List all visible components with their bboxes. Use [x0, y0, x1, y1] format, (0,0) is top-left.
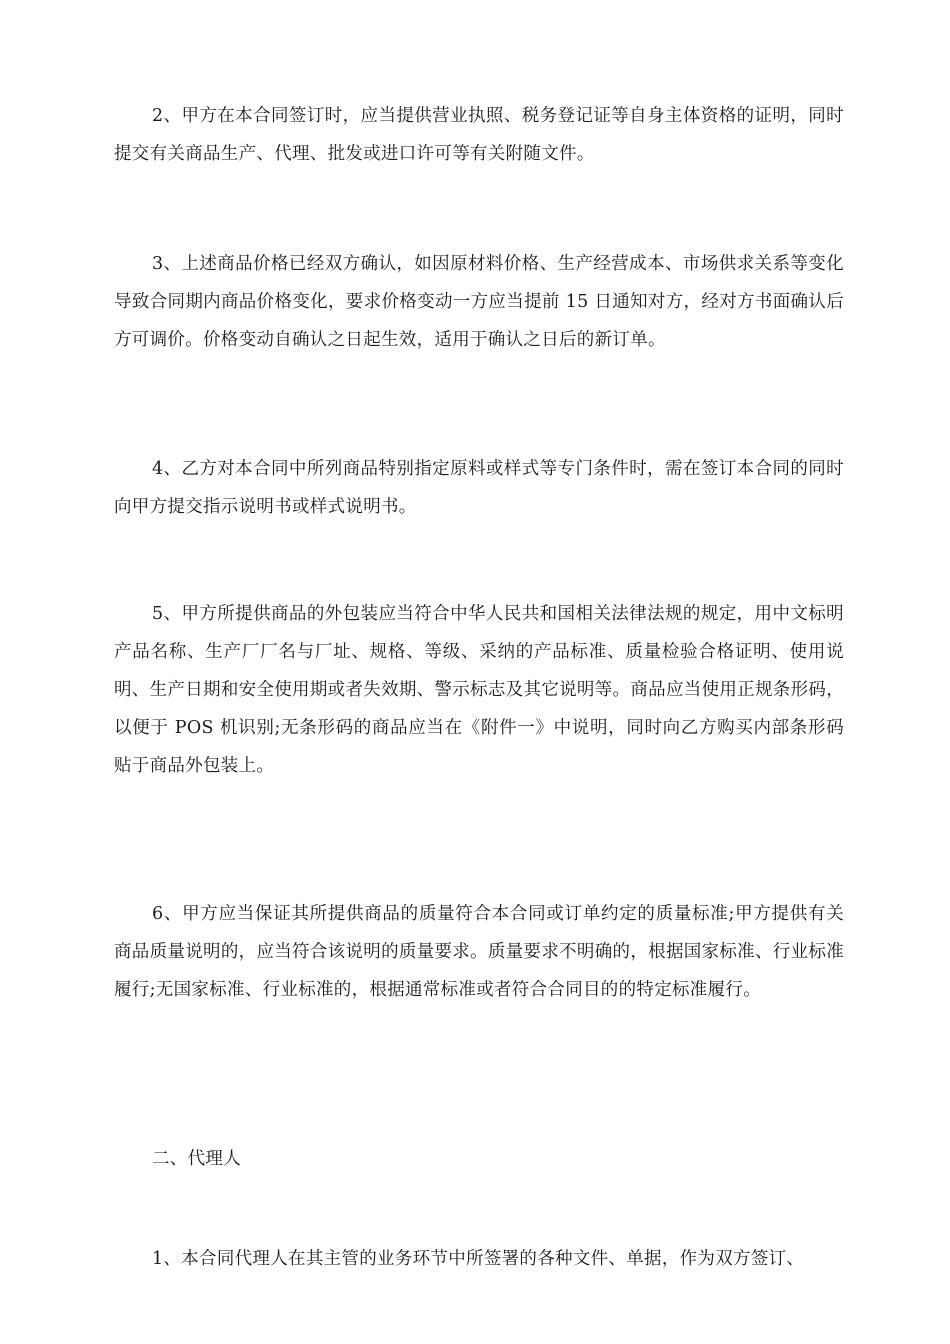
section-heading-agent: 二、代理人	[152, 1149, 241, 1169]
clause-4-paragraph: 4、乙方对本合同中所列商品特别指定原料或样式等专门条件时，需在签订本合同的同时向甲方提交指示说明书或样式说明书。	[114, 459, 844, 517]
agent-clause-1-paragraph: 1、本合同代理人在其主管的业务环节中所签署的各种文件、单据，作为双方签订、	[152, 1249, 805, 1269]
clause-5-paragraph: 5、甲方所提供商品的外包装应当符合中华人民共和国相关法律法规的规定，用中文标明产品名称、生产厂厂名与厂址、规格、等级、采纳的产品标准、质量检验合格证明、使用说明、生产日期和安全使用期或者失效期、警示标志及其它说明等。商品应当使用正规条形码，以便于 POS 机识别;无条形码的商品应当在《附件一》中说明，同时向乙方购买内部条形码贴于商品外包装上。	[114, 604, 844, 776]
clause-3-paragraph: 3、上述商品价格已经双方确认，如因原材料价格、生产经营成本、市场供求关系等变化导致合同期内商品价格变化，要求价格变动一方应当提前 15 日通知对方，经对方书面确认后方可调价。价格变动自确认之日起生效，适用于确认之日后的新订单。	[114, 254, 844, 350]
clause-2-paragraph: 2、甲方在本合同签订时，应当提供营业执照、税务登记证等自身主体资格的证明，同时提交有关商品生产、代理、批发或进口许可等有关附随文件。	[114, 106, 844, 164]
clause-6-paragraph: 6、甲方应当保证其所提供商品的质量符合本合同或订单约定的质量标准;甲方提供有关商品质量说明的，应当符合该说明的质量要求。质量要求不明确的，根据国家标准、行业标准履行;无国家标准、行业标准的，根据通常标准或者符合合同目的的特定标准履行。	[114, 904, 844, 1000]
